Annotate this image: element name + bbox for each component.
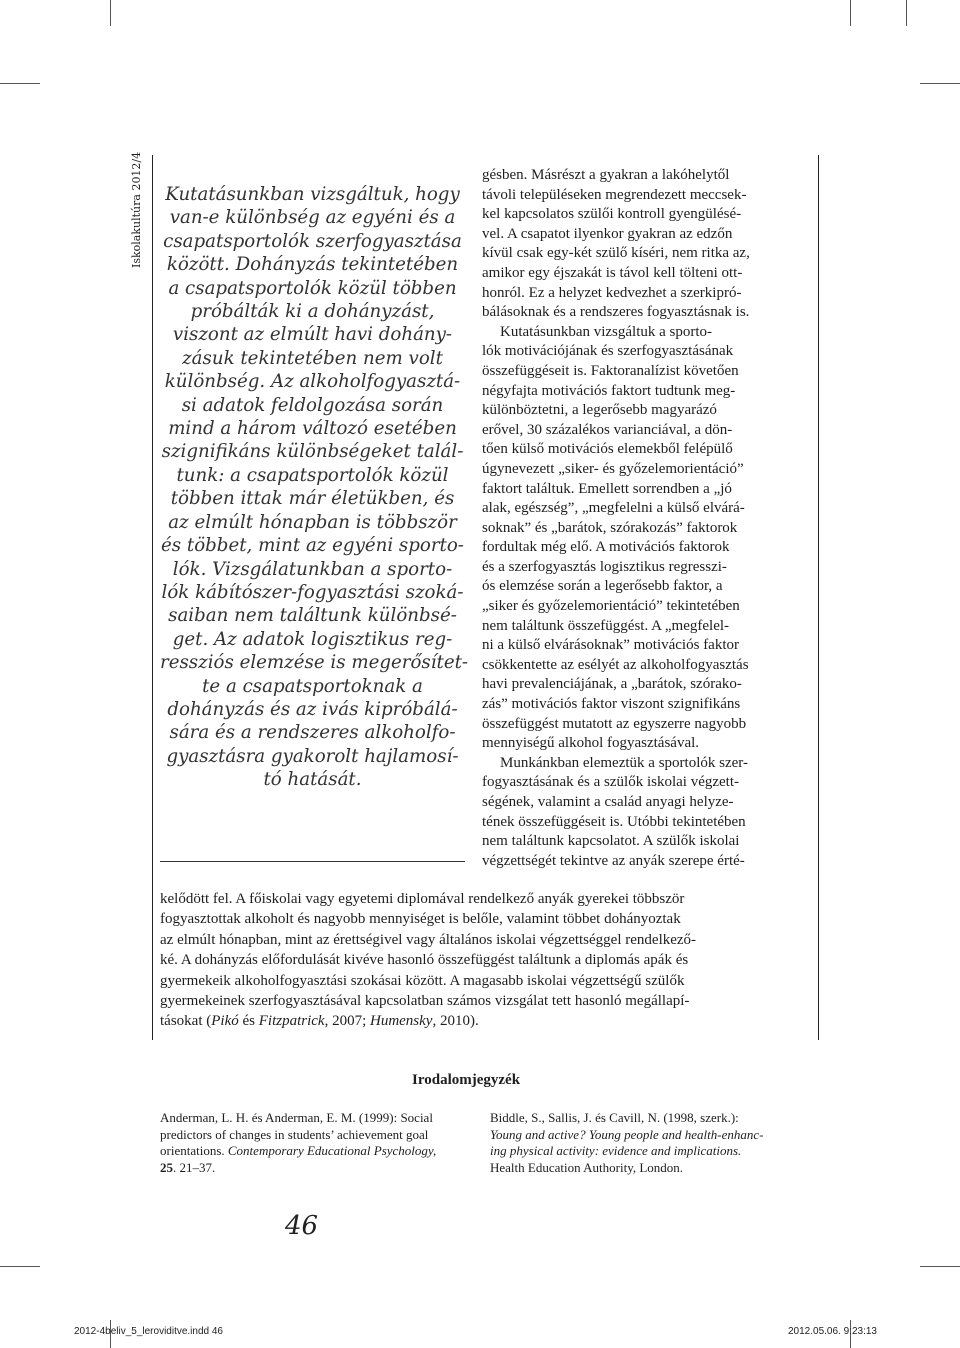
body-line: négyfajta motivációs faktort tudtunk meg- [482, 382, 736, 399]
reference-volume: 25 [160, 1159, 173, 1175]
body-line: havi prevalenciájának, a „barátok, szórako- [482, 676, 742, 693]
pull-quote-line: szignifikáns különbségeket talál- [161, 441, 464, 463]
pull-quote-line: tunk: a csapatsportolók közül [176, 464, 449, 486]
body-line: fogyasztásának és a szülők iskolai végzett- [482, 774, 739, 791]
body-line: erővel, 30 százalékos varianciával, a dön- [482, 421, 733, 438]
body-line: zás” motivációs faktor viszont szignifikáns [482, 696, 741, 713]
pull-quote-line: te a csapatsportoknak a [202, 675, 423, 697]
body-line: különböztetni, a legerősebb magyarázó [482, 402, 717, 419]
pull-quote-line: között. Dohányzás tekintetében [166, 254, 459, 276]
reference-text: orientations. [160, 1143, 228, 1159]
pull-quote-line: lók kábítószer-fogyasztási szoká- [161, 581, 464, 603]
body-line: mennyiségű alkohol fogyasztásával. [482, 735, 700, 752]
body-line: alak, egészség”, „megfelelni a külső elvárá- [482, 500, 745, 517]
page-number: 46 [285, 1211, 319, 1241]
body-line: ni a külső elvárásoknak” motivációs faktor [482, 637, 740, 654]
pull-quote-line: különbség. Az alkoholfogyasztá- [164, 371, 461, 393]
body-full-width [160, 889, 805, 1032]
reference-line: predictors of changes in students’ achievement goal [160, 1126, 429, 1142]
slug-filename: 2012-4beliv_5_leroviditve.indd 46 [74, 1326, 223, 1337]
pull-quote-line: si adatok feldolgozása során [181, 394, 444, 416]
reference-line: Anderman, L. H. és Anderman, E. M. (1999): Social [160, 1110, 433, 1125]
reference-line [490, 1143, 763, 1160]
citation-author: Pikó [211, 1013, 239, 1030]
reference-journal: Contemporary Educational Psychology, [227, 1143, 437, 1159]
pull-quote-line: ressziós elemzése is megerősítet- [160, 652, 469, 674]
frame-left-line [152, 155, 153, 1040]
running-head-text: Iskolakultúra 2012/4 [130, 151, 143, 268]
reference-item [160, 1110, 436, 1176]
body-line: kelődött fel. A főiskolai vagy egyetemi diplomával rendelkező anyák gyerekei többször [160, 891, 685, 907]
citation-text: , 2007; [324, 1013, 370, 1030]
body-column-right [482, 166, 804, 871]
pull-quote-line: van-e különbség az egyéni és a [169, 207, 456, 229]
citation-author: Humensky [369, 1013, 433, 1030]
pull-quote-line: sára és a rendszeres alkoholfo- [169, 722, 456, 744]
body-line: soknak” és „barátok, szórakozás” faktorok [482, 519, 738, 536]
pull-quote-line: saiban nem találtunk különbsé- [168, 605, 457, 627]
pull-quote-line: get. Az adatok logisztikus reg- [172, 628, 453, 650]
body-line: tően külső motivációs elemekből felépülő [482, 441, 733, 458]
body-line: távoli településeken megrendezett meccsek- [482, 186, 747, 203]
body-line: kel kapcsolatos szülői kontroll gyengülésé- [482, 206, 742, 223]
body-line: kívül csak egy-két szülő kíséri, nem ritka az, [482, 245, 750, 262]
body-line: tének összefüggéseit is. Utóbbi tekintetében [482, 813, 746, 830]
reference-line: Health Education Authority, London. [490, 1159, 684, 1175]
body-line: „siker és győzelemorientáció” tekintetében [482, 598, 740, 615]
citation-author: Fitzpatrick [258, 1013, 325, 1030]
crop-mark [920, 1266, 960, 1267]
pull-quote-line: tó hatását. [263, 769, 362, 791]
body-line: gésben. Másrészt a gyakran a lakóhelytől [482, 167, 730, 183]
pull-quote-line: gyasztásra gyakorolt hajlamosí- [166, 745, 459, 767]
citation-text: tásokat ( [160, 1013, 212, 1030]
body-line: amikor egy éjszakát is távol kell tölteni ott- [482, 264, 743, 281]
reference-title: ing physical activity: evidence and implications. [490, 1143, 742, 1159]
reference-line [160, 1160, 436, 1177]
crop-mark [850, 0, 851, 26]
body-line: fordultak még elő. A motivációs faktorok [482, 539, 730, 556]
crop-mark [920, 83, 960, 84]
body-line: lók motivációjának és szerfogyasztásának [482, 343, 734, 360]
body-line: összefüggést mutatott az egyszerre nagyobb [482, 715, 747, 732]
reference-line [490, 1127, 763, 1144]
pull-quote-line: mind a három változó esetében [168, 418, 457, 440]
body-line: úgynevezett „siker- és győzelemorientáció” [482, 460, 744, 477]
body-line: ós elemzése során a legerősebb faktor, a [482, 578, 723, 595]
body-line: gyermekeinek szerfogyasztásával kapcsolatban számos vizsgálat tett hasonló megállapí- [160, 993, 690, 1010]
pull-quote-line: zásuk tekintetében nem volt [182, 347, 443, 369]
pull-quote-line: csapatsportolók szerfogyasztása [163, 230, 462, 252]
body-line: gyermekeik alkoholfogyasztási szokásai között. A magasabb iskolai végzettségű szülők [160, 972, 685, 989]
body-line: fogyasztottak alkoholt és nagyobb mennyiséget is belőle, valamint többet dohányoztak [160, 911, 681, 928]
pull-quote-line: a csapatsportolók közül többen [168, 277, 457, 299]
reference-line: Biddle, S., Sallis, J. és Cavill, N. (1998, szerk.): [490, 1110, 739, 1125]
bibliography-title: Irodalomjegyzék [412, 1072, 521, 1088]
body-line: nem találtunk összefüggést. A „megfelel- [482, 617, 730, 634]
reference-line [160, 1143, 436, 1160]
body-line: ségének, valamint a család anyagi helyze- [482, 794, 734, 810]
body-line: ké. A dohányzás előfordulását kivéve hasonló összefüggést találtunk a diplomás apák és [160, 952, 689, 969]
crop-mark [110, 0, 111, 26]
body-line: nem találtunk kapcsolatot. A szülők iskolai [482, 833, 740, 850]
body-line: honról. Ez a helyzet kedvezhet a szerkipró- [482, 284, 742, 301]
reference-item [490, 1110, 763, 1176]
pull-quote-line: lók. Vizsgálatunkban a sporto- [172, 558, 453, 580]
pull-quote-line: többen ittak már életükben, és [170, 488, 455, 510]
crop-mark [0, 83, 40, 84]
body-line-citation [160, 1011, 805, 1031]
body-line: összefüggéseit is. Faktoranalízist követően [482, 362, 739, 379]
pull-quote-line: Kutatásunkban vizsgáltuk, hogy [165, 184, 460, 205]
pull-quote-line: viszont az elmúlt havi dohány- [172, 324, 453, 346]
body-line: vel. A csapatot ilyenkor gyakran az edzőn [482, 225, 733, 242]
pull-quote-line: és többet, mint az egyéni sporto- [161, 535, 464, 557]
body-line: Kutatásunkban vizsgáltuk a sporto- [500, 323, 713, 340]
reference-title: Young and active? Young people and health-enhanc- [490, 1126, 764, 1142]
body-line: és a szerfogyasztás logisztikus regresszi- [482, 558, 727, 575]
pull-quote-line: az elmúlt hónapban is többször [168, 511, 457, 533]
body-line: végzettségét tekintve az anyák szerepe érté- [482, 852, 745, 869]
body-line: csökkentette az esélyét az alkoholfogyasztás [482, 656, 749, 673]
body-line: az elmúlt hónapban, mint az érettségivel vagy általános iskolai végzettséggel rendelkező- [160, 931, 697, 948]
body-line: Munkánkban elemeztük a sportolók szer- [500, 754, 748, 771]
frame-right-line [818, 155, 819, 1040]
crop-mark [0, 1266, 40, 1267]
body-line: bálásoknak és a rendszeres fogyasztásnak is. [482, 304, 750, 321]
pull-quote-rule [160, 861, 465, 862]
reference-pages: . 21–37. [173, 1159, 216, 1175]
pull-quote-line: próbálták ki a dohányzást, [190, 301, 435, 323]
running-head [128, 151, 148, 268]
citation-text: , 2010). [432, 1013, 479, 1030]
slug-timestamp: 2012.05.06. 9:23:13 [788, 1326, 877, 1337]
crop-mark [906, 0, 907, 26]
pull-quote-line: dohányzás és az ivás kipróbálá- [167, 698, 458, 720]
citation-text: és [238, 1013, 259, 1030]
pull-quote [160, 183, 469, 792]
body-line: faktort találtuk. Emellett sorrendben a „jó [482, 480, 732, 497]
